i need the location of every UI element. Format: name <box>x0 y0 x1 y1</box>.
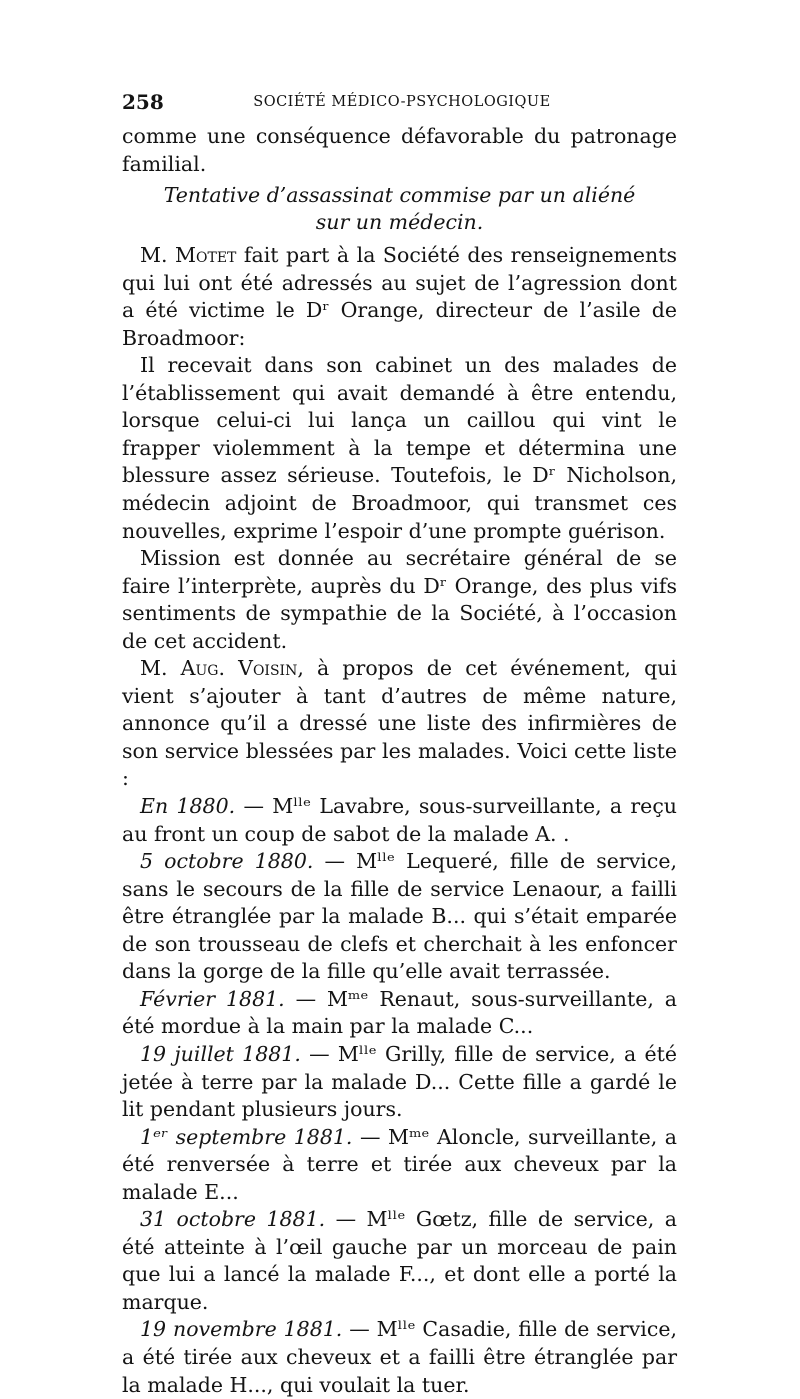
list-item <box>122 1041 677 1124</box>
incident-text: — Mᵐᵉ Renaut, sous-surveillante, a été mordue à la main par la malade C... <box>122 986 677 1039</box>
paragraph-mission: Mission est donnée au secrétaire général de se faire l’interprète, auprès du Dʳ Orange, des plus vifs sentiments de sympathie de la Société, à l’occasion de cet accident. <box>122 546 677 653</box>
incident-date: En 1880. <box>140 794 236 819</box>
list-item <box>122 848 677 986</box>
list-item <box>122 1316 677 1399</box>
intro-paragraph: comme une conséquence défavorable du patronage familial. <box>122 124 677 176</box>
speaker-voisin: M. Aug. Voisin <box>140 656 298 681</box>
incident-date: Février 1881. <box>140 986 285 1011</box>
paragraph-incident: Il recevait dans son cabinet un des malades de l’établissement qui avait demandé à être entendu, lorsque celui-ci lui lança un caillou qui vint le frapper violemment à la tempe et détermina une blessure assez sérieuse. Toutefois, le Dʳ Nicholson, médecin adjoint de Broadmoor, qui transmet ces nouvelles, exprime l’espoir d’une prompte guérison. <box>122 353 677 543</box>
section-title <box>122 182 677 236</box>
incident-date: 5 octobre 1880. <box>140 849 314 874</box>
incident-text: — Mˡˡᵉ Lequeré, fille de service, sans le secours de la fille de service Lenaour, a failli être étranglée par la malade B... qui s’était emparée de son trousseau de clefs et cherchait à les enfoncer dans la gorge de la fille qu’elle avait terrassée. <box>122 849 677 984</box>
list-item <box>122 1124 677 1207</box>
page-header <box>122 90 682 118</box>
list-item <box>122 986 677 1041</box>
incident-text: — Mˡˡᵉ Gœtz, fille de service, a été atteinte à l’œil gauche par un morceau de pain que lui a lancé la malade F..., et dont elle a porté la marque. <box>122 1207 677 1314</box>
paragraph-voisin-text: , à propos de cet événement, qui vient s’ajouter à tant d’autres de même nature, annonce qu’il a dressé une liste des infirmières de son service blessées par les malades. Voici cette liste : <box>122 656 677 791</box>
speaker-motet: M. Motet <box>140 243 237 268</box>
section-title-line-1: Tentative d’assassinat commise par un aliéné <box>163 183 636 208</box>
running-head: SOCIÉTÉ MÉDICO-PSYCHOLOGIQUE <box>253 94 551 110</box>
list-item <box>122 1206 677 1316</box>
list-item <box>122 793 677 848</box>
section-title-line-2: sur un médecin. <box>315 210 484 235</box>
incident-text: — Mᵐᵉ Aloncle, surveillante, a été renversée à terre et tirée aux cheveux par la malade E... <box>122 1124 677 1204</box>
incident-text: — Mˡˡᵉ Casadie, fille de service, a été tirée aux cheveux et a failli être étranglée par la malade H..., qui voulait la tuer. <box>122 1317 677 1397</box>
incident-date: 31 octobre 1881. <box>140 1207 326 1232</box>
incident-text: — Mˡˡᵉ Lavabre, sous-surveillante, a reçu au front un coup de sabot de la malade A. . <box>122 794 677 846</box>
page-body <box>122 123 677 1399</box>
page-number: 258 <box>122 90 164 114</box>
paragraph-voisin <box>122 655 677 793</box>
paragraph-motet-text: fait part à la Société des renseignements qui lui ont été adressés au sujet de l’agression dont a été victime le Dʳ Orange, directeur de l’asile de Broadmoor: <box>122 243 677 350</box>
incident-date: 19 juillet 1881. <box>140 1041 301 1066</box>
paragraph-motet <box>122 242 677 352</box>
incident-text: — Mˡˡᵉ Grilly, fille de service, a été jetée à terre par la malade D... Cette fille a gardé le lit pendant plusieurs jours. <box>122 1041 678 1122</box>
incident-date: 1ᵉʳ septembre 1881. <box>140 1124 353 1149</box>
incident-date: 19 novembre 1881. <box>140 1317 343 1342</box>
